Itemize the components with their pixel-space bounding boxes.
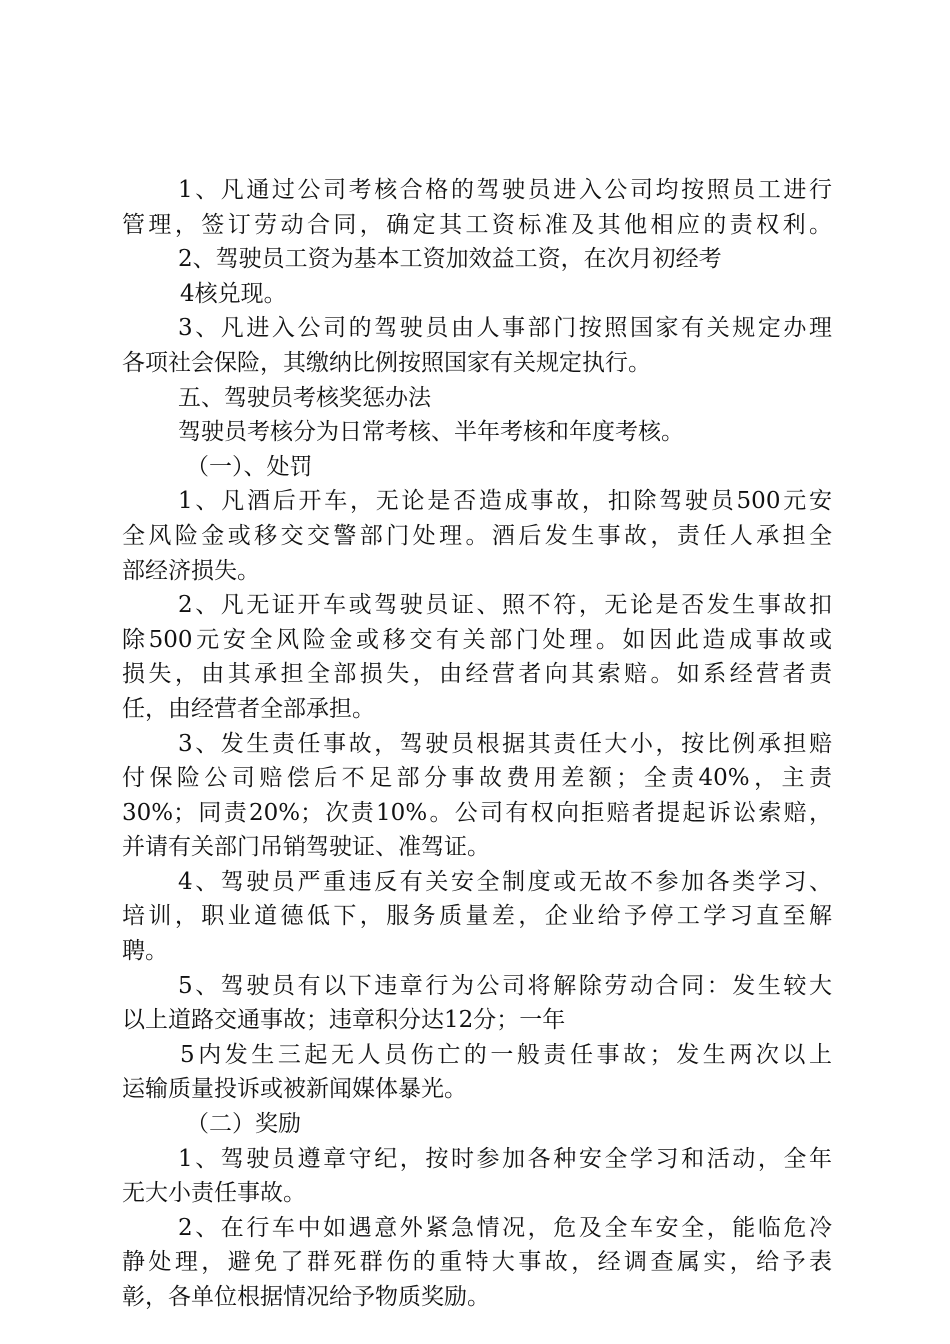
text-line: 2、凡无证开车或驾驶员证、照不符，无论是否发生事故扣: [178, 592, 832, 619]
text-line: 1、凡通过公司考核合格的驾驶员进入公司均按照员工进行: [178, 177, 832, 203]
text-line: 运输质量投诉或被新闻媒体暴光。: [122, 1076, 467, 1103]
text-line: 2、在行车中如遇意外紧急情况，危及全车安全，能临危冷: [178, 1214, 832, 1241]
text-line: 任，由经营者全部承担。: [122, 695, 375, 722]
text-line: 4、驾驶员严重违反有关安全制度或无故不参加各类学习、: [178, 868, 832, 895]
text-line: 5、驾驶员有以下违章行为公司将解除劳动合同：发生较大: [178, 972, 832, 999]
text-line: 4核兑现。: [180, 280, 287, 307]
text-line: 彰，各单位根据情况给予物质奖励。: [122, 1284, 490, 1310]
text-line: 除500元安全风险金或移交有关部门处理。如因此造成事故或: [122, 626, 832, 653]
text-line: 培训，职业道德低下，服务质量差，企业给予停工学习直至解: [122, 903, 832, 930]
text-line: 5内发生三起无人员伤亡的一般责任事故；发生两次以上: [180, 1041, 832, 1068]
text-line: 静处理，避免了群死群伤的重特大事故，经调查属实，给予表: [122, 1249, 832, 1276]
text-line: 1、凡酒后开车，无论是否造成事故，扣除驾驶员500元安: [178, 488, 832, 515]
text-line: 各项社会保险，其缴纳比例按照国家有关规定执行。: [122, 349, 651, 376]
section-heading: 五、驾驶员考核奖惩办法: [178, 384, 431, 411]
text-line: 损失，由其承担全部损失，由经营者向其索赔。如系经营者责: [122, 661, 832, 688]
text-line: 1、驾驶员遵章守纪，按时参加各种安全学习和活动，全年: [178, 1145, 832, 1172]
text-line: 聘。: [122, 938, 168, 965]
text-line: 驾驶员考核分为日常考核、半年考核和年度考核。: [178, 419, 684, 446]
subsection-heading: （一）、处罚: [186, 453, 313, 480]
text-line: 2、驾驶员工资为基本工资加效益工资，在次月初经考: [178, 246, 722, 273]
text-line: 3、发生责任事故，驾驶员根据其责任大小，按比例承担赔: [178, 730, 832, 757]
text-line: 以上道路交通事故；违章积分达12分；一年: [122, 1007, 566, 1034]
text-line: 管理，签订劳动合同，确定其工资标准及其他相应的责权利。: [122, 211, 832, 238]
text-line: 30%；同责20%；次责10%。公司有权向拒赔者提起诉讼索赔，: [122, 799, 832, 826]
text-line: 付保险公司赔偿后不足部分事故费用差额；全责40%，主责: [122, 765, 832, 792]
subsection-heading: （二）奖励: [186, 1111, 301, 1138]
text-line: 部经济损失。: [122, 557, 260, 584]
text-line: 3、凡进入公司的驾驶员由人事部门按照国家有关规定办理: [178, 315, 832, 342]
text-line: 全风险金或移交交警部门处理。酒后发生事故，责任人承担全: [122, 522, 832, 549]
text-line: 无大小责任事故。: [122, 1180, 306, 1207]
text-line: 并请有关部门吊销驾驶证、准驾证。: [122, 834, 490, 861]
document-body: [122, 173, 832, 1315]
